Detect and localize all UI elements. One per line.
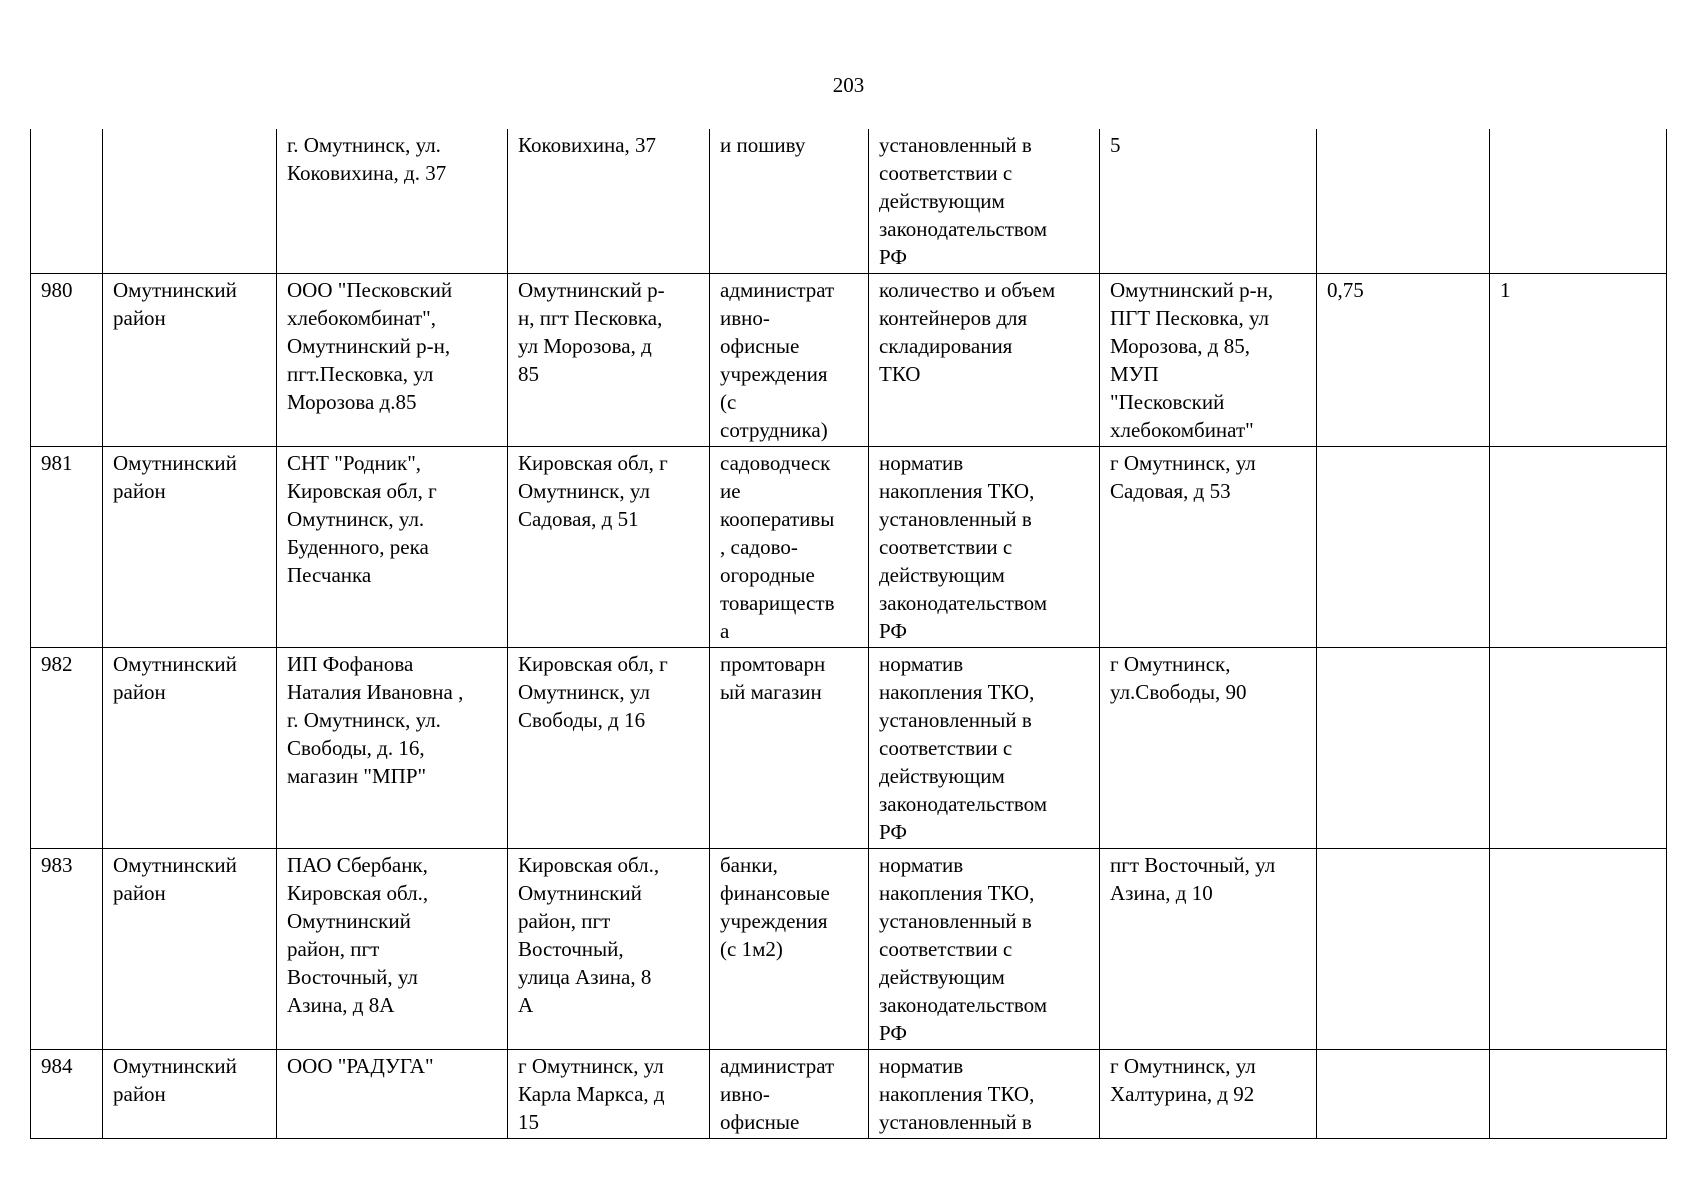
container-site-cell: пгт Восточный, ул Азина, д 10 [1100,849,1317,1050]
container-count-cell: 1 [1490,274,1667,447]
district-cell: Омутнинский район [103,1050,277,1139]
row-number-cell: 983 [31,849,103,1050]
registry-table [30,129,1667,1139]
category-cell: банки, финансовые учреждения (с 1м2) [710,849,869,1050]
table-row [31,274,1667,447]
category-cell: и пошиву [710,129,869,274]
container-count-cell [1490,129,1667,274]
address-cell: Омутнинский р- н, пгт Песковка, ул Морозова, д 85 [508,274,710,447]
table-row [31,1050,1667,1139]
category-cell: администрат ивно- офисные [710,1050,869,1139]
container-count-cell [1490,648,1667,849]
organization-cell: г. Омутнинск, ул. Коковихина, д. 37 [277,129,508,274]
address-cell: Кировская обл., Омутнинский район, пгт Восточный, улица Азина, 8 А [508,849,710,1050]
address-cell: Кировская обл, г Омутнинск, ул Свободы, д 16 [508,648,710,849]
row-number-cell: 980 [31,274,103,447]
address-cell: г Омутнинск, ул Карла Маркса, д 15 [508,1050,710,1139]
container-volume-cell [1317,1050,1490,1139]
table-row [31,648,1667,849]
container-volume-cell: 0,75 [1317,274,1490,447]
organization-cell: ИП Фофанова Наталия Ивановна , г. Омутнинск, ул. Свободы, д. 16, магазин "МПР" [277,648,508,849]
address-cell: Коковихина, 37 [508,129,710,274]
organization-cell: ООО "Песковский хлебокомбинат", Омутнинский р-н, пгт.Песковка, ул Морозова д.85 [277,274,508,447]
container-count-cell [1490,1050,1667,1139]
calculation-method-cell: норматив накопления ТКО, установленный в соответствии с действующим законодательством РФ [869,849,1100,1050]
row-number-cell: 981 [31,447,103,648]
page-number: 203 [832,73,865,97]
organization-cell: ООО "РАДУГА" [277,1050,508,1139]
district-cell [103,129,277,274]
container-site-cell: г Омутнинск, ул Садовая, д 53 [1100,447,1317,648]
container-count-cell [1490,447,1667,648]
district-cell: Омутнинский район [103,648,277,849]
table-row [31,849,1667,1050]
calculation-method-cell: норматив накопления ТКО, установленный в соответствии с действующим законодательством РФ [869,648,1100,849]
container-site-cell: г Омутнинск, ул Халтурина, д 92 [1100,1050,1317,1139]
organization-cell: СНТ "Родник", Кировская обл, г Омутнинск, ул. Буденного, река Песчанка [277,447,508,648]
calculation-method-cell: количество и объем контейнеров для складирования ТКО [869,274,1100,447]
calculation-method-cell: норматив накопления ТКО, установленный в соответствии с действующим законодательством РФ [869,447,1100,648]
calculation-method-cell: установленный в соответствии с действующим законодательством РФ [869,129,1100,274]
registry-body [31,129,1667,1139]
row-number-cell [31,129,103,274]
container-volume-cell [1317,447,1490,648]
organization-cell: ПАО Сбербанк, Кировская обл., Омутнинский район, пгт Восточный, ул Азина, д 8А [277,849,508,1050]
container-site-cell: Омутнинский р-н, ПГТ Песковка, ул Морозова, д 85, МУП "Песковский хлебокомбинат" [1100,274,1317,447]
category-cell: промтоварн ый магазин [710,648,869,849]
container-volume-cell [1317,849,1490,1050]
container-volume-cell [1317,129,1490,274]
category-cell: администрат ивно- офисные учреждения (с сотрудника) [710,274,869,447]
container-count-cell [1490,849,1667,1050]
container-site-cell: г Омутнинск, ул.Свободы, 90 [1100,648,1317,849]
address-cell: Кировская обл, г Омутнинск, ул Садовая, д 51 [508,447,710,648]
row-number-cell: 982 [31,648,103,849]
district-cell: Омутнинский район [103,447,277,648]
table-row [31,447,1667,648]
category-cell: садоводческ ие кооперативы , садово- огородные товариществ а [710,447,869,648]
container-site-cell: 5 [1100,129,1317,274]
calculation-method-cell: норматив накопления ТКО, установленный в [869,1050,1100,1139]
district-cell: Омутнинский район [103,274,277,447]
container-volume-cell [1317,648,1490,849]
row-number-cell: 984 [31,1050,103,1139]
table-row [31,129,1667,274]
district-cell: Омутнинский район [103,849,277,1050]
